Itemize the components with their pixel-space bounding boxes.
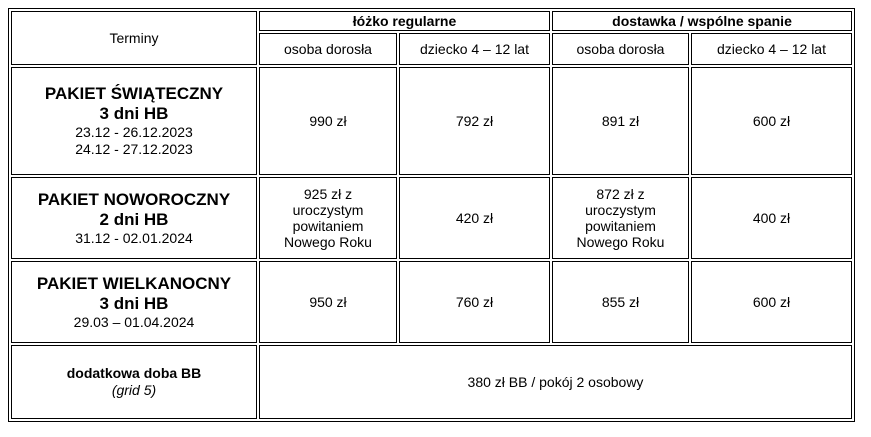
package-date: 29.03 – 01.04.2024 bbox=[73, 313, 195, 330]
price-extra-child: 400 zł bbox=[691, 177, 852, 259]
package-duration: 3 dni HB bbox=[99, 293, 169, 313]
subheader-regular-adult: osoba dorosła bbox=[259, 33, 397, 65]
group-header-extra: dostawka / wspólne spanie bbox=[552, 11, 852, 31]
subheader-extra-child: dziecko 4 – 12 lat bbox=[691, 33, 852, 65]
price-note-line: Nowego Roku bbox=[576, 234, 665, 250]
extra-night-note: (grid 5) bbox=[111, 382, 157, 398]
package-name: PAKIET ŚWIĄTECZNY bbox=[44, 84, 224, 103]
subheader-extra-adult: osoba dorosła bbox=[552, 33, 689, 65]
price-extra-child: 600 zł bbox=[691, 67, 852, 175]
package-duration: 3 dni HB bbox=[99, 104, 169, 123]
price-note-line: powitaniem bbox=[292, 218, 364, 234]
price-regular-child: 420 zł bbox=[399, 177, 550, 259]
package-date: 31.12 - 02.01.2024 bbox=[75, 229, 193, 246]
price-regular-child: 792 zł bbox=[399, 67, 550, 175]
table-row-easter bbox=[11, 261, 852, 343]
price-table bbox=[8, 8, 855, 422]
price-regular-adult: 990 zł bbox=[259, 67, 397, 175]
price-note-line: powitaniem bbox=[585, 218, 656, 234]
package-name: PAKIET WIELKANOCNY bbox=[36, 273, 232, 293]
package-date: 23.12 - 26.12.2023 bbox=[75, 124, 193, 140]
price-note-line: Nowego Roku bbox=[284, 234, 372, 250]
price-line: 925 zł z bbox=[303, 186, 353, 202]
package-cell bbox=[11, 177, 257, 259]
price-extra-child: 600 zł bbox=[691, 261, 852, 343]
price-line: 872 zł z bbox=[596, 186, 645, 202]
price-note-line: uroczystym bbox=[585, 202, 656, 218]
table-row-new-year bbox=[11, 177, 852, 259]
terms-header: Terminy bbox=[11, 11, 257, 65]
package-cell bbox=[11, 261, 257, 343]
price-extra-adult: 891 zł bbox=[552, 67, 689, 175]
group-header-regular: łóżko regularne bbox=[259, 11, 550, 31]
price-regular-child: 760 zł bbox=[399, 261, 550, 343]
price-extra-adult bbox=[552, 177, 689, 259]
price-regular-adult: 950 zł bbox=[259, 261, 397, 343]
subheader-regular-child: dziecko 4 – 12 lat bbox=[399, 33, 550, 65]
extra-night-cell bbox=[11, 345, 257, 419]
extra-night-label: dodatkowa doba BB bbox=[66, 365, 202, 381]
package-cell bbox=[11, 67, 257, 175]
table-row-christmas bbox=[11, 67, 852, 175]
header-row-groups bbox=[11, 11, 852, 31]
price-regular-adult bbox=[259, 177, 397, 259]
price-extra-adult: 855 zł bbox=[552, 261, 689, 343]
price-note-line: uroczystym bbox=[292, 202, 364, 218]
table-row-extra-night bbox=[11, 345, 852, 419]
package-duration: 2 dni HB bbox=[99, 209, 169, 229]
package-date: 24.12 - 27.12.2023 bbox=[75, 141, 193, 157]
package-name: PAKIET NOWOROCZNY bbox=[37, 189, 231, 209]
extra-night-price: 380 zł BB / pokój 2 osobowy bbox=[259, 345, 852, 419]
